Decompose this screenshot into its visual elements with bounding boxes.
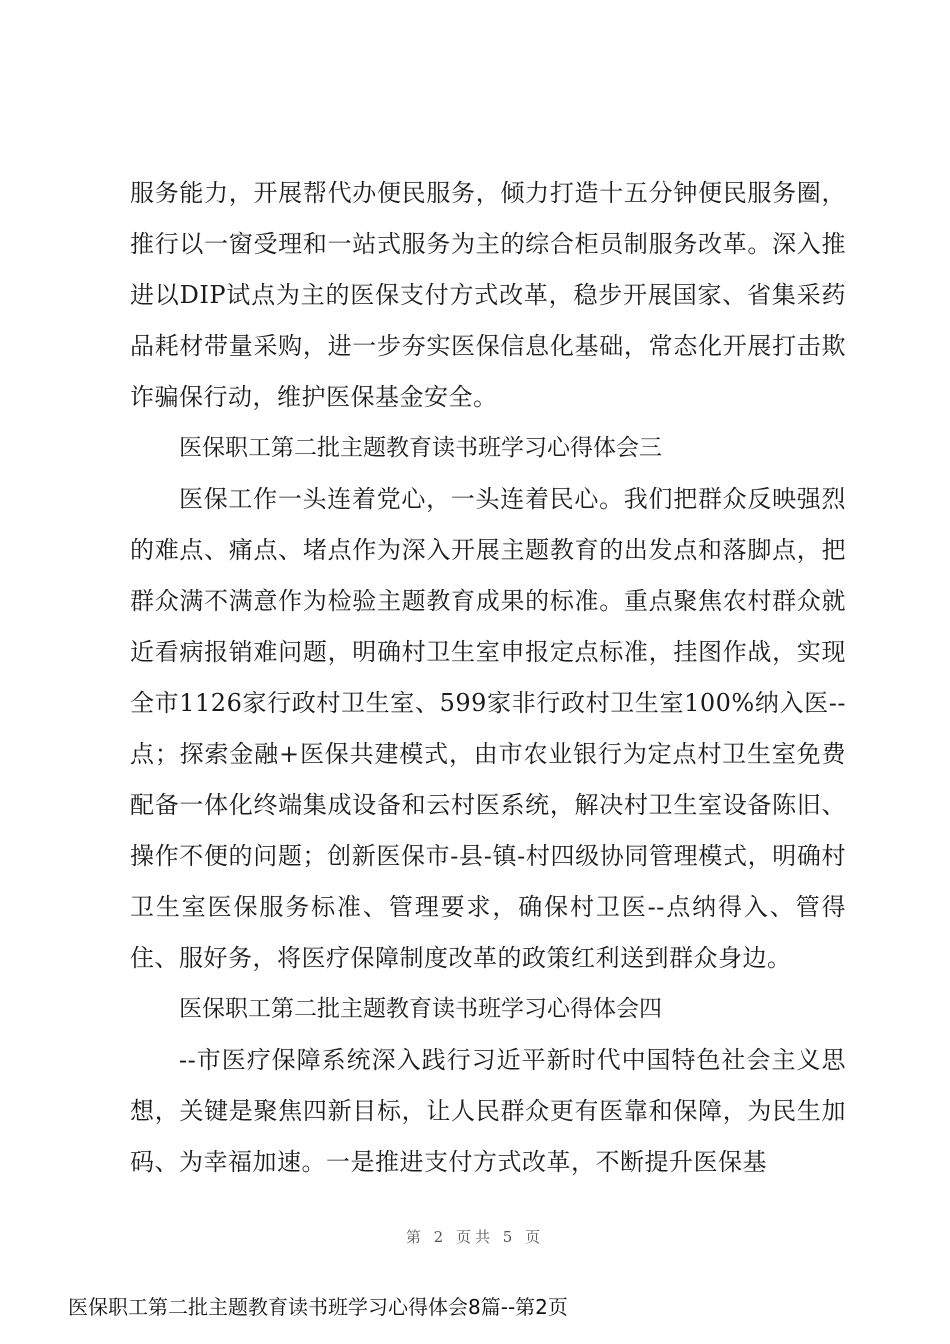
footer-document-title: 医保职工第二批主题教育读书班学习心得体会8篇--第2页: [68, 1295, 568, 1319]
paragraph-section-four: --市医疗保障系统深入践行习近平新时代中国特色社会主义思想，关键是聚焦四新目标，让人民群众更有医靠和保障，为民生加码、为幸福加速。一是推进支付方式改革，不断提升医保基: [130, 1046, 846, 1176]
section-heading-four: 医保职工第二批主题教育读书班学习心得体会四: [179, 996, 662, 1022]
section-heading-three: 医保职工第二批主题教育读书班学习心得体会三: [179, 435, 662, 461]
paragraph-section-three: 医保工作一头连着党心，一头连着民心。我们把群众反映强烈的难点、痛点、堵点作为深入开展主题教育的出发点和落脚点，把群众满不满意作为检验主题教育成果的标准。重点聚焦农村群众就近看病报销难问题，明确村卫生室申报定点标准，挂图作战，实现全市1126家行政村卫生室、599家非行政村卫生室100%纳入医--点；探索金融+医保共建模式，由市农业银行为定点村卫生室免费配备一体化终端集成设备和云村医系统，解决村卫生室设备陈旧、操作不便的问题；创新医保市-县-镇-村四级协同管理模式，明确村卫生室医保服务标准、管理要求，确保村卫医--点纳得入、管得住、服好务，将医疗保障制度改革的政策红利送到群众身边。: [130, 485, 846, 972]
page-number: 第 2 页共 5 页: [405, 1228, 545, 1246]
document-body: [130, 168, 846, 1188]
paragraph-continuation: 服务能力，开展帮代办便民服务，倾力打造十五分钟便民服务圈，推行以一窗受理和一站式服务为主的综合柜员制服务改革。深入推进以DIP试点为主的医保支付方式改革，稳步开展国家、省集采药品耗材带量采购，进一步夯实医保信息化基础，常态化开展打击欺诈骗保行动，维护医保基金安全。: [130, 179, 846, 411]
